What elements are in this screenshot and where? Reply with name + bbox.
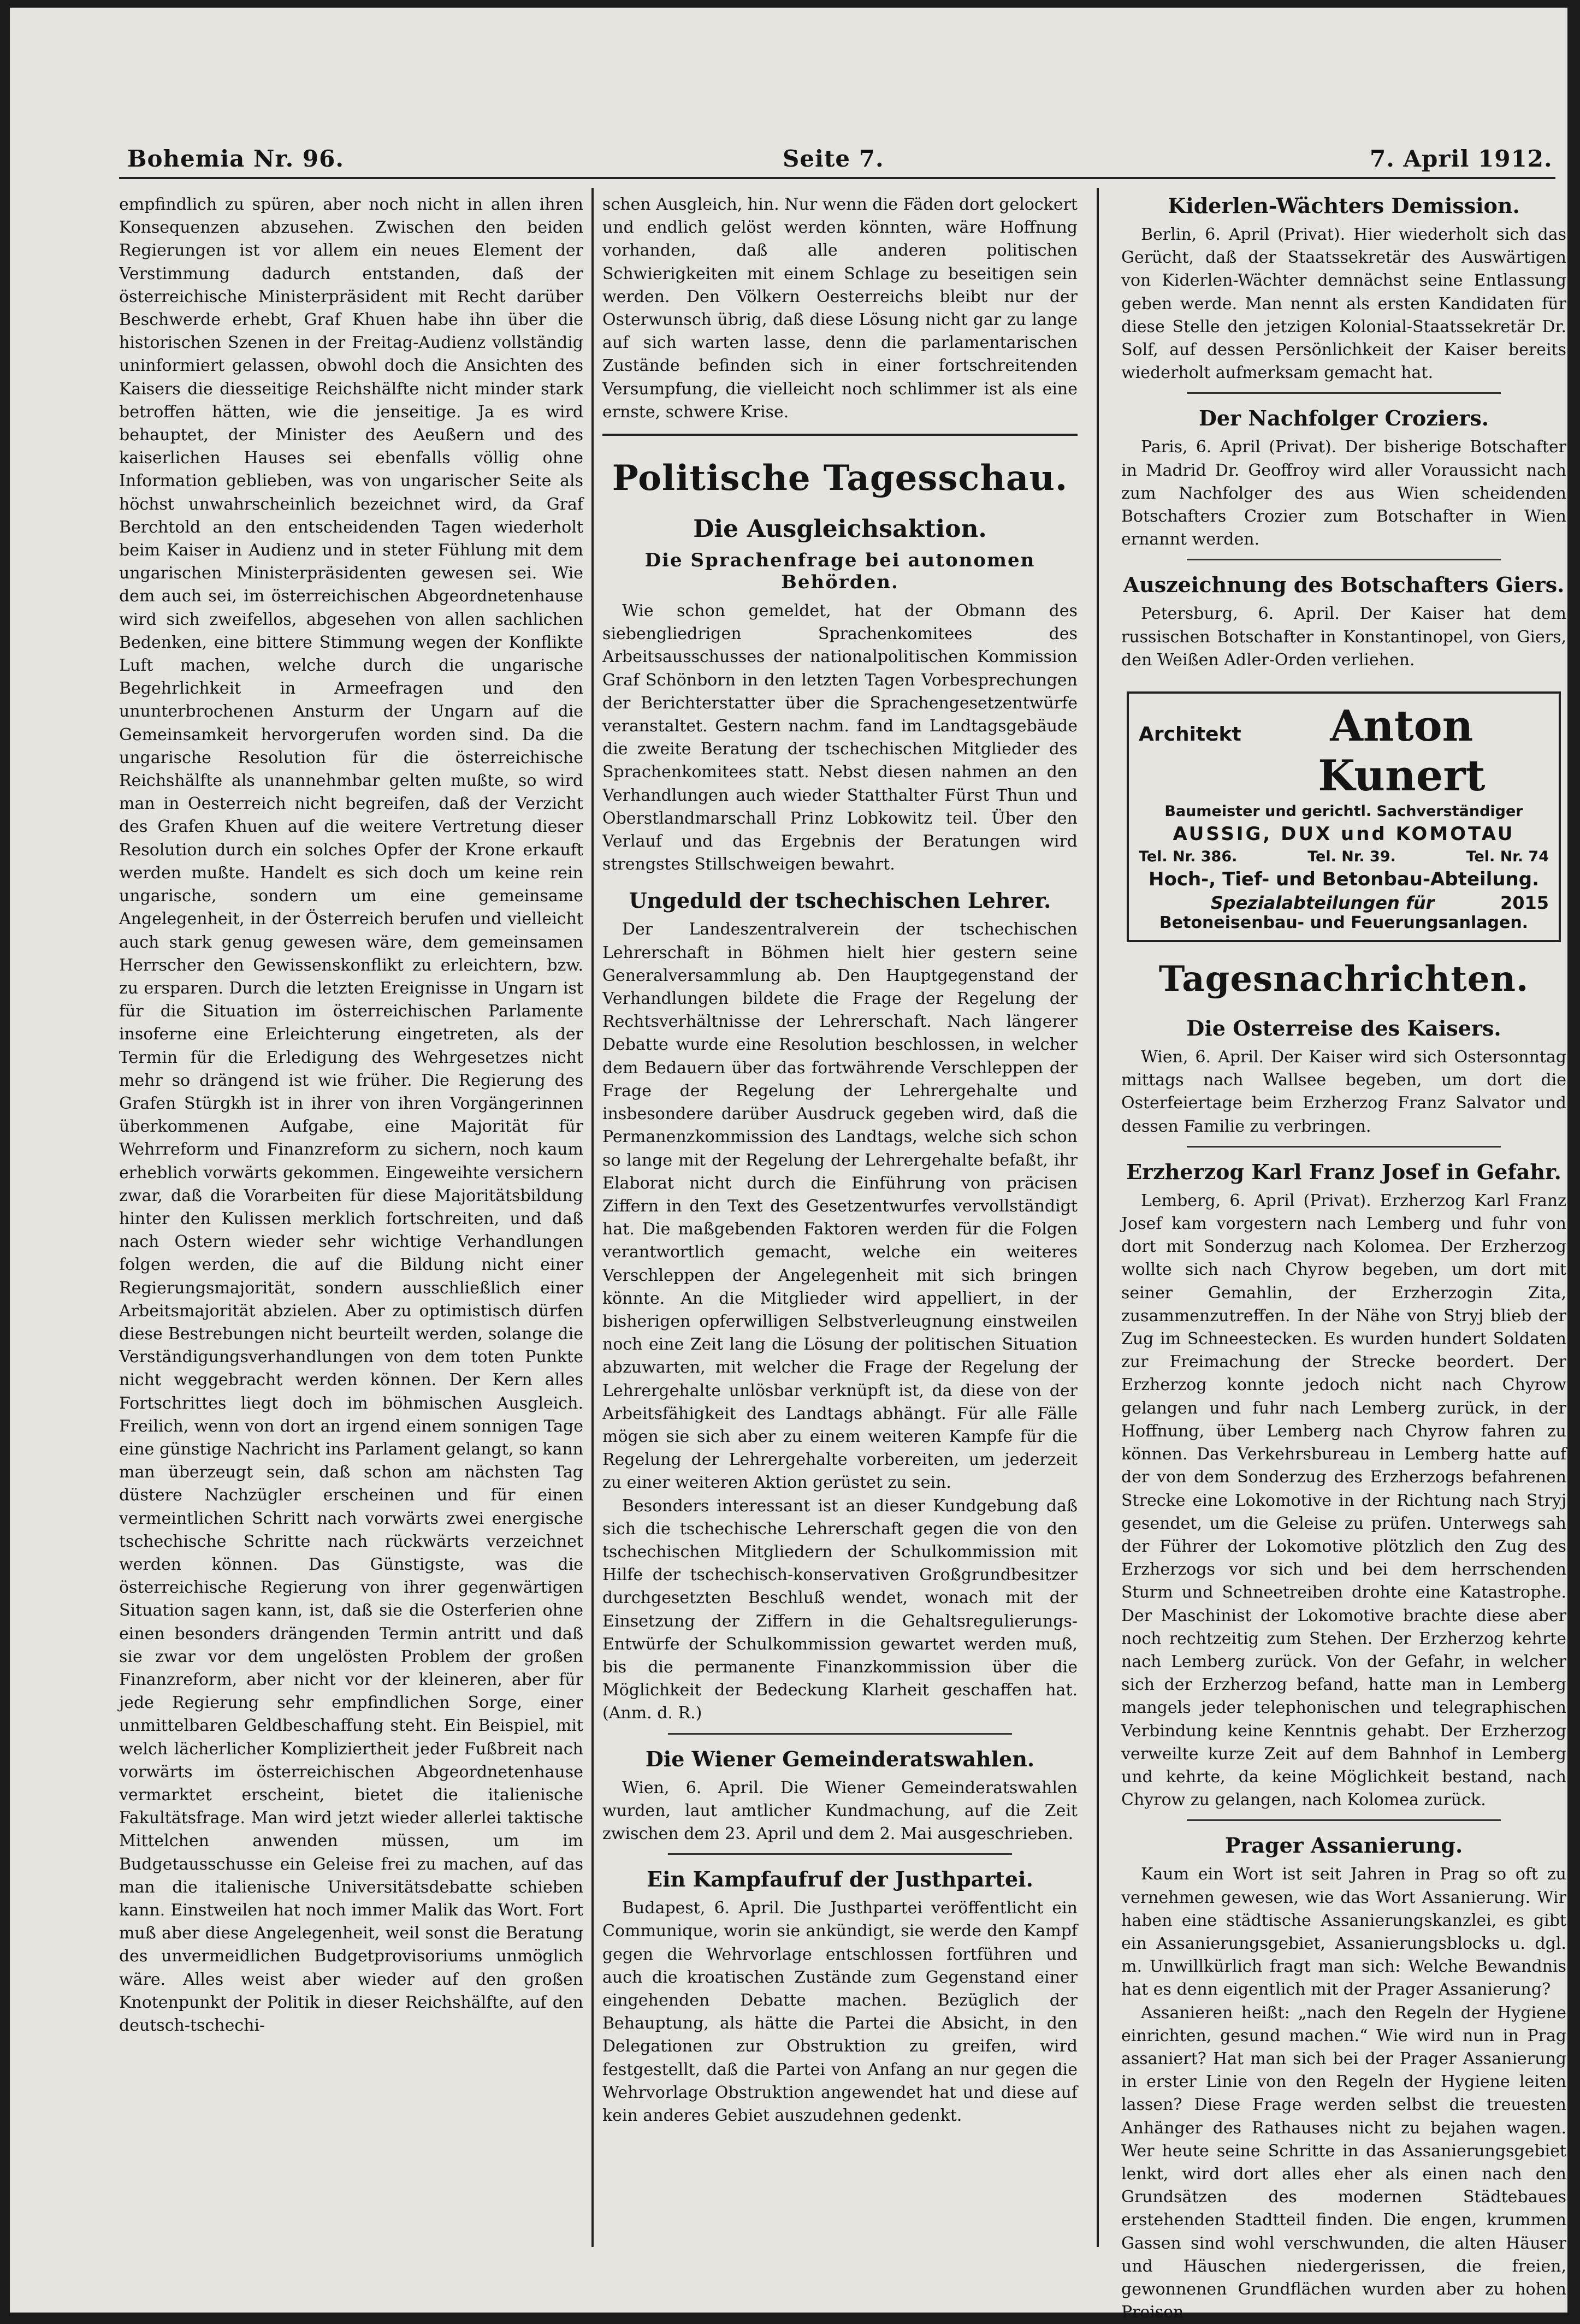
article-text-gemeinderat: Wien, 6. April. Die Wiener Gemeinderatswahlen wurden, laut amtlicher Kundmachung, auf die Zeit zwischen dem 23. April und dem 2. Mai ausgeschrieben. — [602, 1778, 1078, 1843]
article-subtitle-sprachenfrage: Die Sprachenfrage bei autonomen Behörden. — [644, 549, 1035, 594]
column-3 — [1121, 193, 1566, 2322]
news-text-erzherzog: Lemberg, 6. April (Privat). Erzherzog Karl Franz Josef kam vorgestern nach Lemberg und fuhr von dort mit Sonderzug nach Kolomea. Der Erzherzog wollte sich nach Chyrow begeben, um dort mit seiner Gemahlin, der Erzherzogin Zita, zusammenzutreffen. In der Nähe von Stryj blieb der Zug im Schneestecken. Es wurden hundert Soldaten zur Freimachung der Strecke beordert. Der Erzherzog konnte jedoch nicht nach Chyrow gelangen und fuhr nach Lemberg zurück, in der Hoffnung, über Lemberg nach Chyrow fahren zu können. Das Verkehrsbureau in Lemberg hatte auf der von dem Sonderzug des Erzherzogs befahrenen Strecke eine Lokomotive in der Richtung nach Stryj gesendet, um die Geleise zu prüfen. Unterwegs sah der Führer der Lokomotive plötzlich den Zug des Erzherzogs vor sich und bei dem herrschenden Sturm und Schneetreiben drohte eine Katastrophe. Der Maschinist der Lokomotive brachte diese aber noch rechtzeitig zum Stehen. Der Erzherzog kehrte nach Lemberg zurück. Von der Gefahr, in welcher sich der Erzherzog befand, hatte man in Lemberg mangels jeder telephonischen und telegraphischen Verbindung keine Kenntnis gehabt. Der Erzherzog verweilte kurze Zeit auf dem Bahnhof in Lemberg und kehrte, da keine Möglichkeit bestand, nach Chyrow zu gelangen, nach Kolomea zurück. — [1121, 1191, 1566, 1810]
news-title-giers: Auszeichnung des Botschafters Giers. — [1123, 572, 1565, 598]
ad-special-row — [1139, 892, 1549, 913]
news-text-assanierung: Kaum ein Wort ist seit Jahren in Prag so oft zu vernehmen gewesen, wie das Wort Assanierung. Wir haben eine städtische Assanierungskanzlei, es gibt ein Assanierungsgebiet, Assanierungsblocks u. dgl. m. Unwillkürlich fragt man sich: Welche Bewandnis hat es denn eigentlich mit der Prager Assanierung? — [1121, 1865, 1566, 2000]
ad-profession: Baumeister und gerichtl. Sachverständiger — [1164, 803, 1523, 820]
article-title-lehrer: Ungeduld der tschechischen Lehrer. — [629, 888, 1051, 913]
ad-title-row — [1139, 701, 1549, 801]
ad-number: 2015 — [1500, 892, 1549, 914]
article-text-ausgleich: Wie schon gemeldet, hat der Obmann des siebengliedrigen Sprachenkomitees des Arbeitsausschusses der nationalpolitischen Kommission Graf Schönborn in den letzten Tagen Vorbesprechungen der Berichterstatter über die Sprachengesetzentwürfe veranstaltet. Gestern nachm. fand im Landtagsgebäude die zweite Beratung der tschechischen Mitglieder des Sprachenkomitees statt. Nebst diesen nahmen an den Verhandlungen auch wieder Statthalter Fürst Thun und Oberstlandmarschall Prinz Lobkowitz teil. Über den Verlauf und das Ergebnis der Beratungen wird strengstes Stillschweigen bewahrt. — [602, 601, 1078, 874]
ad-department: Hoch-, Tief- und Betonbau-Abteilung. — [1149, 868, 1539, 891]
column-rule-2 — [1097, 188, 1099, 2247]
news-text-osterreise: Wien, 6. April. Der Kaiser wird sich Ostersonntag mittags nach Wallsee begeben, um dort die Osterfeiertage beim Erzherzog Franz Salvator und dessen Familie zu verbringen. — [1121, 1048, 1566, 1136]
news-title-erzherzog: Erzherzog Karl Franz Josef in Gefahr. — [1126, 1159, 1561, 1184]
news-text-giers: Petersburg, 6. April. Der Kaiser hat dem russischen Botschafter in Konstantinopel, von Giers, den Weißen Adler-Orden verliehen. — [1121, 604, 1566, 670]
article-title-ausgleich: Die Ausgleichsaktion. — [693, 515, 987, 543]
ad-towns: AUSSIG, DUX und KOMOTAU — [1173, 823, 1515, 845]
column-rule-1 — [591, 188, 594, 2247]
ad-special: Spezialabteilungen für — [1210, 892, 1435, 914]
news-text-crozier: Paris, 6. April (Privat). Der bisherige Botschafter in Madrid Dr. Geoffroy wird aller Voraussicht nach zum Nachfolger des aus Wien scheidenden Botschafters Crozier zum Botschafter in Wien ernannt werden. — [1121, 437, 1566, 549]
article-title-justhpartei: Ein Kampfaufruf der Justhpartei. — [647, 1867, 1033, 1892]
article-continuation-end: schen Ausgleich, hin. Nur wenn die Fäden dort gelockert und endlich gelöst werden könnten, wäre Hoffnung vorhanden, daß alle anderen politischen Schwierigkeiten mit einem Schlage zu beseitigen sein werden. Den Völkern Oesterreichs bleibt nur der Osterwunsch übrig, daß diese Lösung nicht gar zu lange auf sich warten lasse, denn die parlamentarischen Zustände befinden sich in einer fortschreitenden Versumpfung, die vielleicht noch schlimmer ist als eine ernste, schwere Krise. — [602, 195, 1078, 422]
article-separator — [1187, 1819, 1501, 1821]
section-heading-politics: Politische Tagesschau. — [612, 458, 1068, 499]
issue-date: 7. April 1912. — [1370, 145, 1553, 172]
ad-phone-2: Tel. Nr. 39. — [1307, 848, 1396, 866]
article-text-lehrer: Der Landeszentralverein der tschechischen Lehrerschaft in Böhmen hielt hier gestern seine Generalversammlung ab. Den Hauptgegenstand der Verhandlungen bildete die Frage der Regelung der Rechtsverhältnisse der Lehrerschaft. Nach längerer Debatte wurde eine Resolution beschlossen, in welcher dem Bedauern über das fortwährende Verschleppen der Frage der Regelung der Lehrergehalte und insbesondere darüber Ausdruck gegeben wird, daß die Permanenzkommission des Landtags, welche sich schon so lange mit der Regelung der Lehrergehalte befaßt, ihr Elaborat nicht durch die Einführung von präcisen Ziffern in den Text des Gesetzentwurfes vervollständigt hat. Die maßgebenden Faktoren werden für die Folgen verantwortlich gemacht, welche ein weiteres Verschleppen der Angelegenheit mit sich bringen könnte. An die Mitglieder wird appelliert, in der bisherigen opferwilligen Selbstverleugnung einstweilen noch eine Zeit lang die Lösung der politischen Situation abzuwarten, mit welcher die Frage der Regelung der Lehrergehalte unlösbar verknüpft ist, da diese von der Arbeitsfähigkeit des Landtags abhängt. Für alle Fälle mögen sie sich aber zu einem weiteren Kampfe für die Regelung der Lehrergehalte vorbereiten, um jederzeit zu einer weiteren Aktion gerüstet zu sein. — [602, 920, 1078, 1493]
ad-prefix: Architekt — [1139, 723, 1241, 746]
news-text-assanierung-2: Assanieren heißt: „nach den Regeln der Hygiene einrichten, gesund machen.“ Wie wird nun in Prag assaniert? Hat man sich bei der Prager Assanierung in erster Linie von den Regeln der Hygiene leiten lassen? Diese Frage werden selbst die treuesten Anhänger des Rathauses nicht zu bejahen wagen. Wer heute seine Schritte in das Assanierungsgebiet lenkt, wird dort alles eher als einen nach den Grundsätzen des modernen Städtebaues erstehenden Stadtteil finden. Die engen, krummen Gassen sind wohl verschwunden, die alten Häuser und Häuschen niedergerissen, die freien, gewonnenen Grundflächen wurden aber zu hohen Preisen — [1121, 2003, 1566, 2322]
section-heading-news: Tagesnachrichten. — [1158, 959, 1529, 1000]
news-title-kiderlen: Kiderlen-Wächters Demission. — [1168, 193, 1520, 218]
article-separator — [668, 1853, 1012, 1855]
column-1 — [119, 193, 583, 2242]
article-separator — [1187, 1146, 1501, 1148]
article-title-gemeinderat: Die Wiener Gemeinderatswahlen. — [645, 1746, 1035, 1771]
ad-phone-row — [1139, 848, 1549, 865]
article-text-lehrer-2: Besonders interessant ist an dieser Kundgebung daß sich die tschechische Lehrerschaft gegen die von den tschechischen Mitgliedern der Schulkommission mit Hilfe der tschechisch-konservativen Großgrundbesitzer durchgesetzten Beschluß wendet, wonach mit der Einsetzung der Ziffern in die Gehaltsregulierungs-Entwürfe der Schulkommission gewartet werden muß, bis die permanente Finanzkommission über die Möglichkeit der Bedeckung Klarheit geschaffen hat. (Anm. d. R.) — [602, 1496, 1078, 1723]
news-text-kiderlen: Berlin, 6. April (Privat). Hier wiederholt sich das Gerücht, daß der Staatssekretär des Auswärtigen von Kiderlen-Wächter demnächst seine Entlassung geben werde. Man nennt als ersten Kandidaten für diese Stelle den jetzigen Kolonial-Staatssekretär Dr. Solf, auf dessen Persönlichkeit der Kaiser bereits wiederholt aufmerksam gemacht hat. — [1121, 225, 1566, 383]
ad-spacer — [1139, 892, 1145, 913]
column-2 — [602, 193, 1078, 2242]
article-text-justhpartei: Budapest, 6. April. Die Justhpartei veröffentlicht ein Communique, worin sie ankündigt, sie werde den Kampf gegen die Wehrvorlage entschlossen fortführen und auch die kroatischen Zustände zum Gegenstand einer eingehenden Debatte machen. Bezüglich der Behauptung, als hätte die Partei die Absicht, in den Delegationen zur Obstruktion zu greifen, wird festgestellt, daß die Partei von Anfang an nur gegen die Wehrvorlage Obstruktion angewendet hat und diese auf kein anderes Gebiet auszudehnen gedenkt. — [602, 1899, 1078, 2126]
header-rule — [119, 177, 1555, 179]
ad-phone-1: Tel. Nr. 386. — [1139, 848, 1238, 866]
ad-company-name: Anton Kunert — [1318, 701, 1486, 801]
news-title-assanierung: Prager Assanierung. — [1224, 1833, 1463, 1858]
article-separator — [1187, 392, 1501, 394]
page-number: Seite 7. — [783, 145, 884, 172]
ad-specialties: Betoneisenbau- und Feuerungsanlagen. — [1159, 913, 1529, 933]
masthead-left: Bohemia Nr. 96. — [127, 145, 344, 172]
news-title-osterreise: Die Osterreise des Kaisers. — [1186, 1016, 1501, 1041]
article-continuation: empfindlich zu spüren, aber noch nicht in allen ihren Konsequenzen abzusehen. Zwischen den beiden Regierungen ist vor allem ein neues Element der Verstimmung dadurch entstanden, daß der österreichische Ministerpräsident mit Recht darüber Beschwerde erhebt, Graf Khuen habe ihn über die historischen Szenen in der Freitag-Audienz vollständig uninformiert gelassen, obwohl doch die Ansichten des Kaisers die diesseitige Reichshälfte nicht minder stark betroffen hätten, wie die jenseitige. Ja es wird behauptet, der Minister des Aeußern und des kaiserlichen Hauses sei ebenfalls völlig ohne Information geblieben, was von ungarischer Seite als höchst unwahrscheinlich bezeichnet wird, da Graf Berchtold an den entscheidenden Tagen wiederholt beim Kaiser in Audienz und in steter Fühlung mit dem ungarischen Ministerpräsidenten gewesen sei. Wie dem auch sei, im österreichischen Abgeordnetenhause wird sich zweifellos, abgesehen von allen sachlichen Bedenken, eine bittere Stimmung wegen der Konflikte Luft machen, welche durch die ungarische Begehrlichkeit in Armeefragen und den ununterbrochenen Ansturm der Ungarn auf die Gemeinsamkeit hervorgerufen worden sind. Da die ungarische Resolution für die österreichische Reichshälfte als unannehmbar gelten mußte, so wird man in Oesterreich nicht begreifen, daß der Verzicht des Grafen Khuen auf die weitere Vertretung dieser Resolution durch ein solches Opfer der Krone erkauft werden mußte. Handelt es sich doch um keine rein ungarische, sondern um eine gemeinsame Angelegenheit, in der Österreich berufen und vielleicht auch stark genug gewesen wäre, dem gemeinsamen Herrscher den Gewissenskonflikt zu erleichtern, bzw. zu ersparen. Durch die letzten Ereignisse in Ungarn ist für die Situation im österreichischen Parlamente insoferne eine Erleichterung eingetreten, als der Termin für die Erledigung des Wehrgesetzes nicht mehr so drängend ist wie früher. Die Regierung des Grafen Stürgkh ist in ihrer von ihren Vorgängerinnen überkommenen Aufgabe, eine Majorität für Wehrreform und Finanzreform zu sichern, noch kaum erheblich vorwärts gekommen. Eingeweihte versichern zwar, daß die Vorarbeiten für diese Majoritätsbildung hinter den Kulissen merklich fortschreiten, und daß nach Ostern wieder sehr wichtige Verhandlungen folgen werden, die auf die Bildung nicht einer Regierungsmajorität, sondern ausschließlich einer Arbeitsmajorität abzielen. Aber zu optimistisch dürfen diese Bestrebungen nicht beurteilt werden, solange die Verständigungsverhandlungen von dem toten Punkte nicht weggebracht werden können. Der Kern alles Fortschrittes liegt doch im böhmischen Ausgleich. Freilich, wenn von dort an irgend einem sonnigen Tage eine günstige Nachricht ins Parlament gelangt, so kann man überzeugt sein, daß schon am nächsten Tag düstere Nachzügler erscheinen und für einen vermeintlichen Schritt nach vorwärts zwei energische tschechische Schritte nach rückwärts verzeichnet werden können. Das Günstigste, was die österreichische Regierung von ihrer gegenwärtigen Situation sagen kann, ist, daß sie die Osterferien ohne einen besonders drängenden Termin antritt und daß sie zwar vor dem ungelösten Problem der großen Finanzreform, aber nicht vor der kleineren, aber für jede Regierung sehr empfindlichen Sorge, einer unmittelbaren Geldbeschaffung steht. Ein Beispiel, mit welch lächerlicher Kompliziertheit jeder Fußbreit nach vorwärts im österreichischen Abgeordnetenhause vermarktet erscheint, bietet die italienische Fakultätsfrage. Man wird jetzt wieder allerlei taktische Mittelchen anwenden müssen, um im Budgetausschusse ein Geleise frei zu machen, auf das man die italienische Universitätsdebatte schieben kann. Einstweilen hat noch immer Malik das Wort. Fort muß aber diese Angelegenheit, weil sonst die Beratung des unvermeidlichen Budgetprovisoriums unmöglich wäre. Alles weist aber wieder auf den großen Knotenpunkt der Politik in dieser Reichshälfte, auf den deutsch-tschechi- — [119, 195, 583, 2036]
ad-phone-3: Tel. Nr. 74 — [1466, 848, 1549, 866]
article-separator — [668, 1733, 1012, 1735]
advertisement-kunert — [1127, 691, 1561, 942]
section-rule — [602, 434, 1078, 436]
article-separator — [1187, 559, 1501, 560]
newspaper-page — [10, 8, 1567, 2322]
news-title-crozier: Der Nachfolger Croziers. — [1198, 406, 1489, 431]
